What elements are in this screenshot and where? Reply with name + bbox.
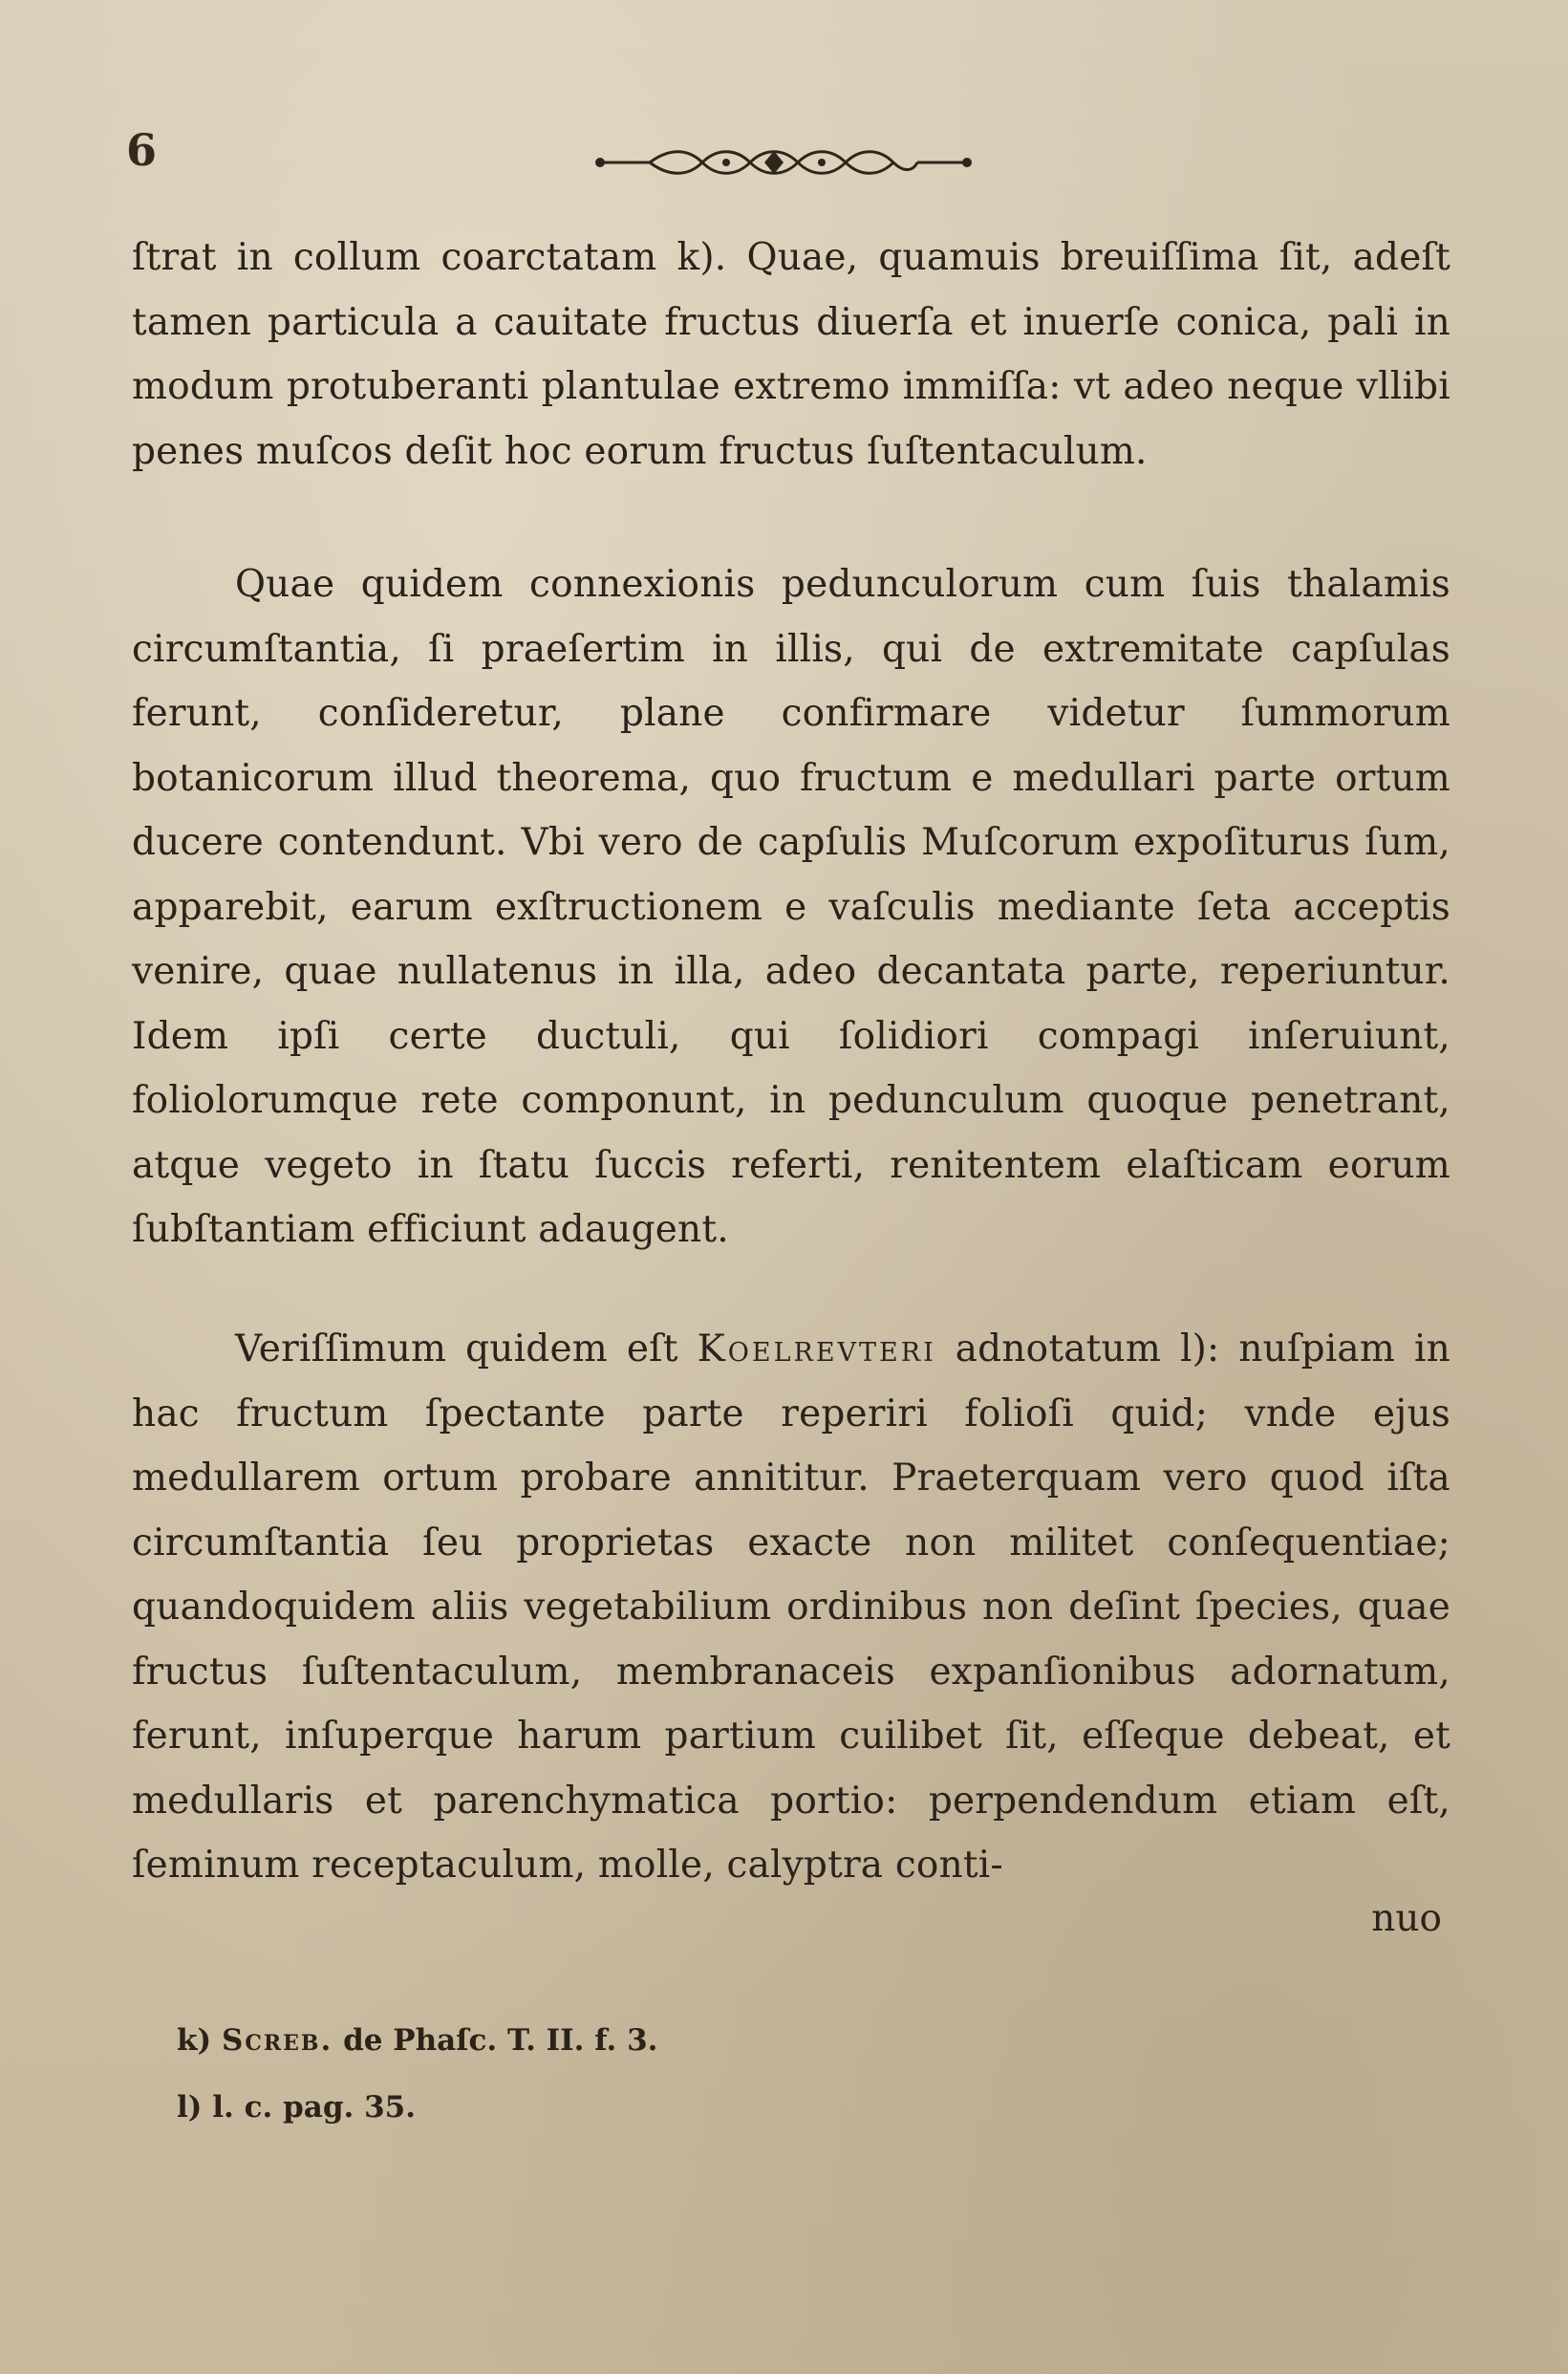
footnote-k	[177, 2007, 657, 2074]
catchword: nuo	[1371, 1897, 1442, 1940]
footnote-mark: k)	[177, 2023, 212, 2058]
footnote-text: l. c. pag. 35.	[212, 2090, 417, 2125]
ornament-divider-icon	[592, 143, 975, 182]
author-name: Koelrevteri	[697, 1327, 936, 1370]
paragraph-1	[132, 226, 1450, 484]
footnote-author: Screb.	[221, 2023, 333, 2058]
paragraph-text: ſtrat in collum coarctatam k). Quae, quamuis breuiſſima ſit, adeſt tamen particula a cauitate fructus diuerſa et inuerſe conica, pali in modum protuberanti plantulae extremo immiſſa: vt adeo neque vllibi penes muſcos deſit hoc eorum fructus ſuſtentaculum.	[132, 236, 1450, 473]
page-number: 6	[126, 124, 158, 176]
text-after-author: adnotatum l): nuſpiam in hac fructum ſpectante parte reperiri folioſi quid; vnde ejus medullarem ortum probare annititur. Praeterquam vero quod iſta circumſtantia ſeu proprietas exacte non militet conſequentiae; quandoquidem aliis vegetabilium ordinibus non deſint ſpecies, quae fructus ſuſtentaculum, membranaceis expanſionibus adornatum, ferunt, inſuperque harum partium cuilibet ſit, eſſeque debeat, et medullaris et parenchymatica portio: perpendendum etiam eſt, ſeminum receptaculum, molle, calyptra conti-	[132, 1327, 1450, 1887]
paragraph-text: Quae quidem connexionis pedunculorum cum ſuis thalamis circumſtantia, ſi praeſertim in illis, qui de extremitate capſulas ferunt, conſideretur, plane confirmare videtur ſummorum botanicorum illud theorema, quo fructum e medullari parte ortum ducere contendunt. Vbi vero de capſulis Muſcorum expoſiturus ſum, apparebit, earum exſtructionem e vaſculis mediante ſeta acceptis venire, quae nullatenus in illa, adeo decantata parte, reperiuntur. Idem ipſi certe ductuli, qui ſolidiori compagi inſeruiunt, foliolorumque rete componunt, in pedunculum quoque penetrant, atque vegeto in ſtatu ſuccis referti, renitentem elaſticam eorum ſubſtantiam efficiunt adaugent.	[132, 563, 1450, 1251]
text-before-author: Veriſſimum quidem eſt	[235, 1327, 698, 1370]
footnote-l	[177, 2074, 657, 2141]
paragraph-2	[132, 552, 1450, 1263]
footnote-mark: l)	[177, 2090, 203, 2125]
footnote-text: de Phaſc. T. II. f. 3.	[333, 2023, 658, 2058]
paragraph-3	[132, 1317, 1450, 1898]
paragraph-text	[132, 1317, 1450, 1898]
footnotes	[177, 2007, 657, 2141]
